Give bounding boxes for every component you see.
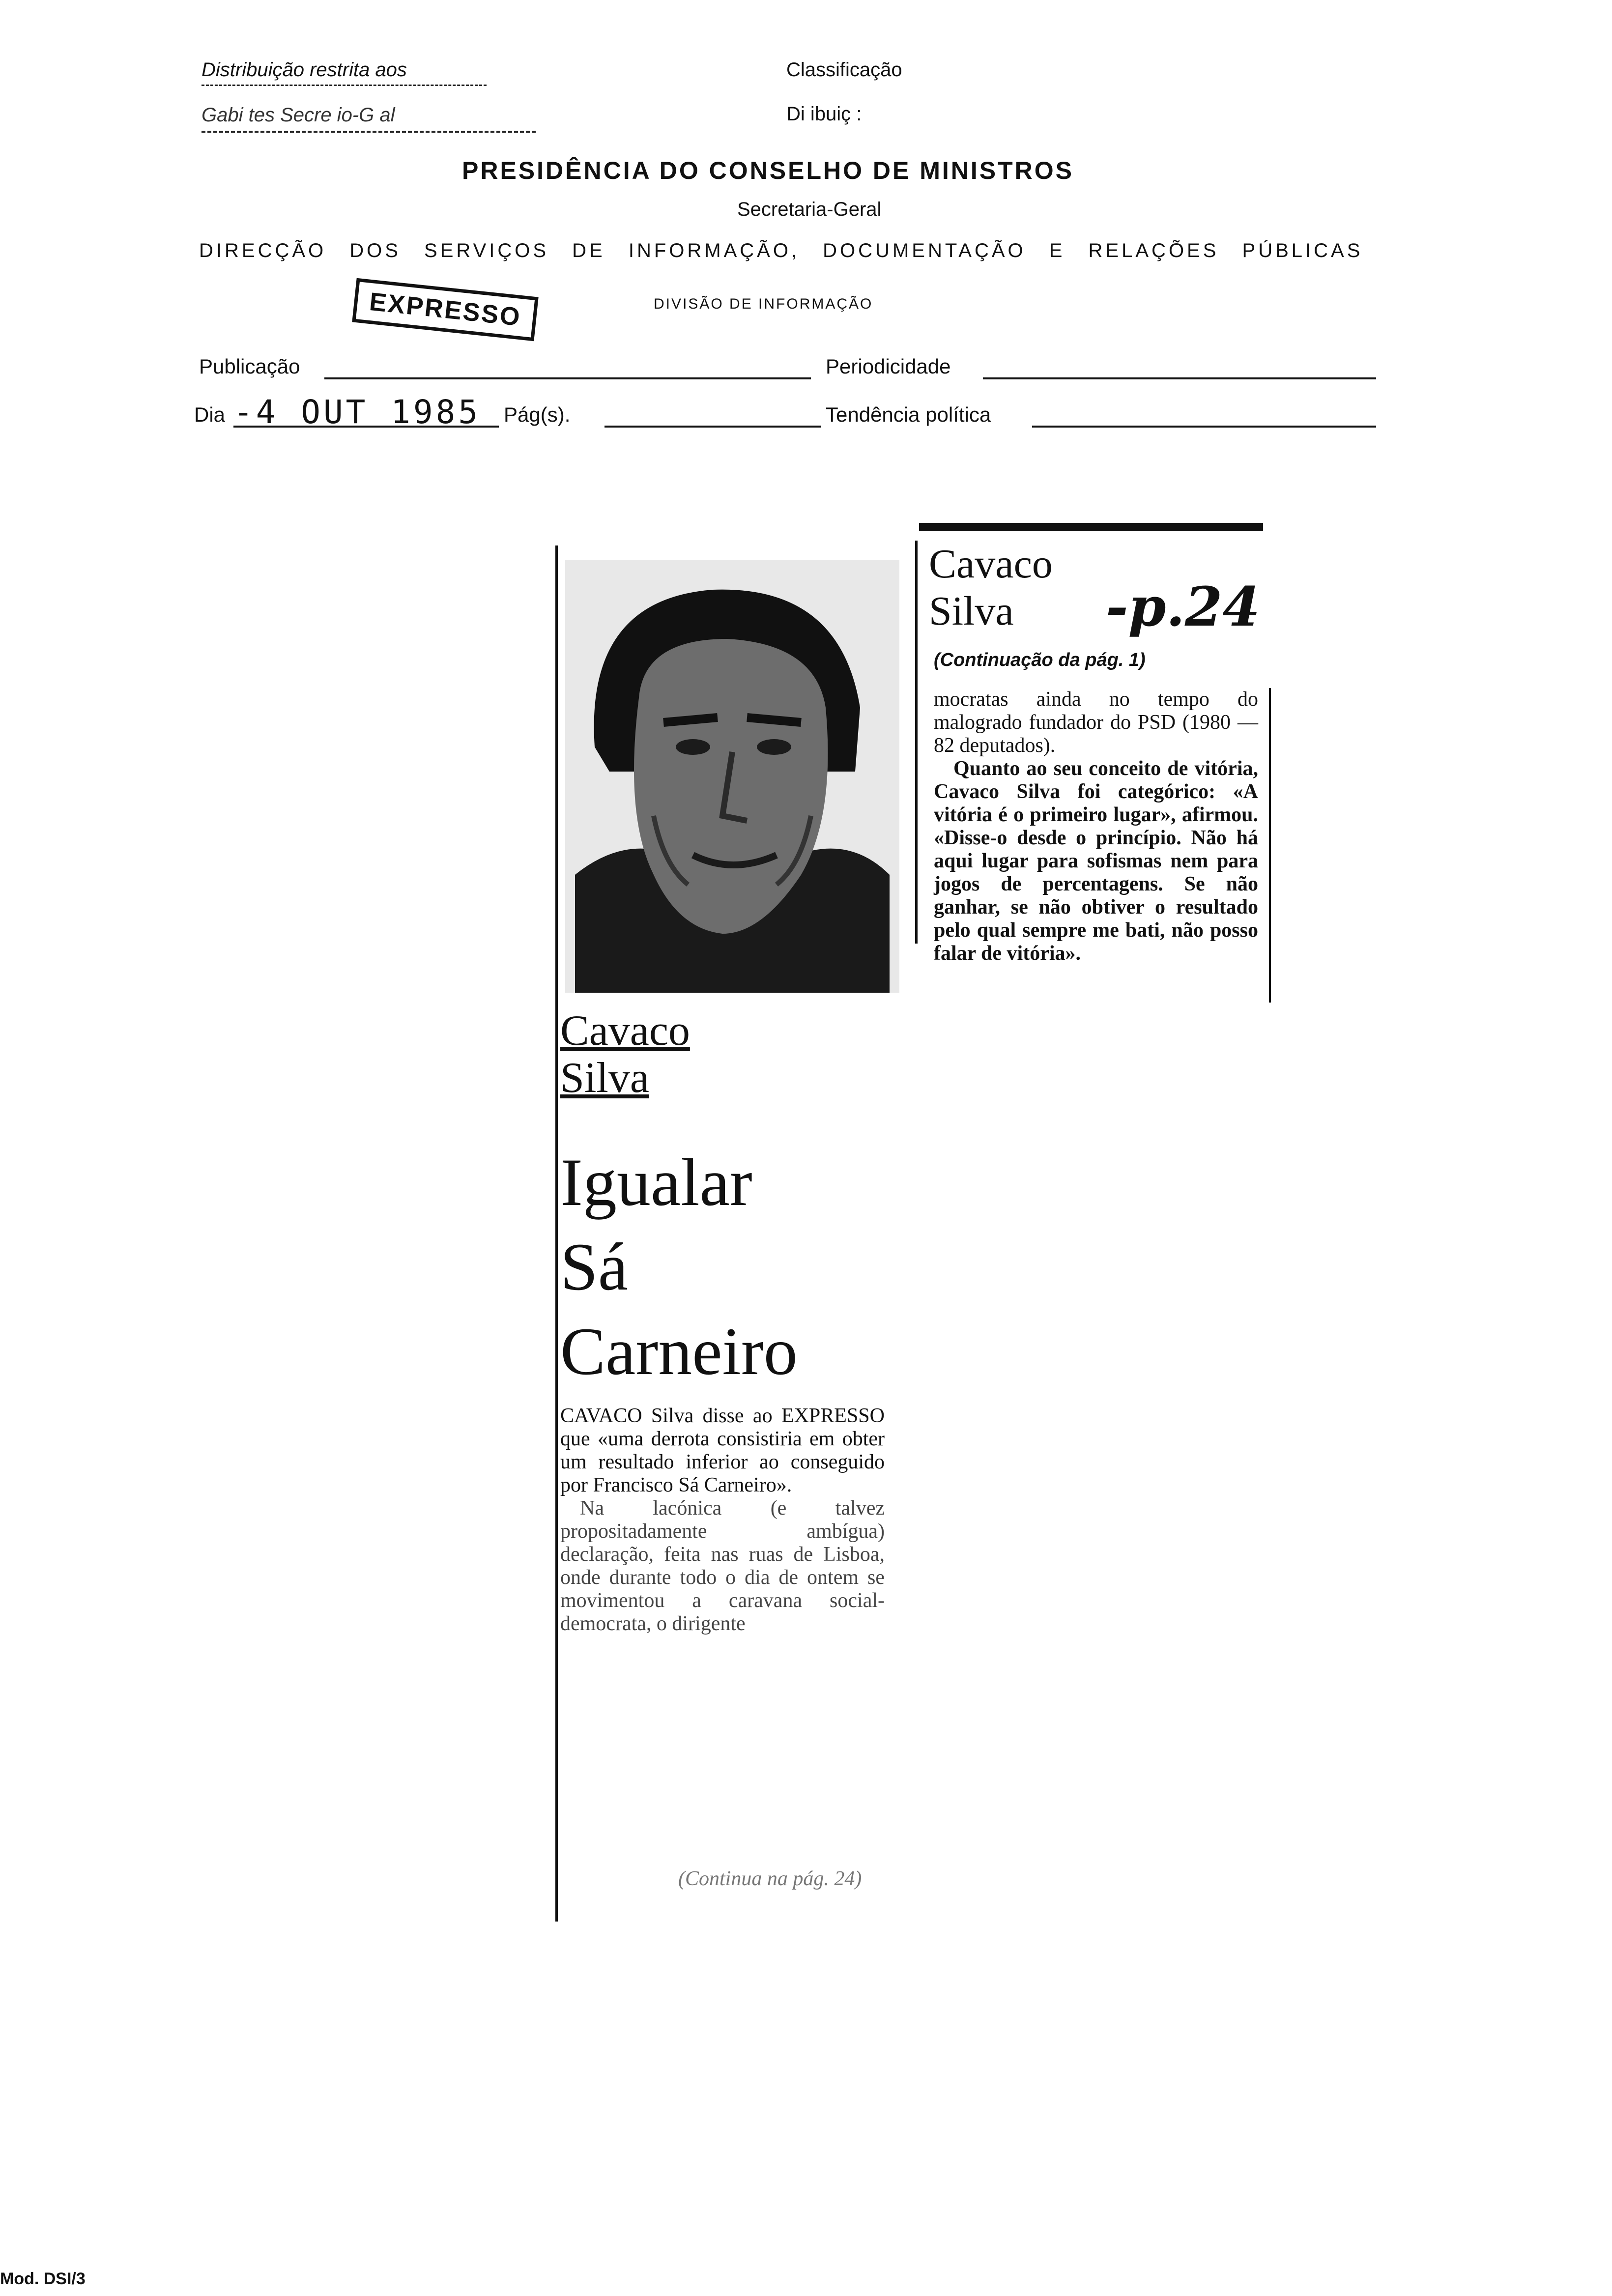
left-clipping-rule — [555, 545, 558, 1922]
periodicity-line — [983, 377, 1376, 379]
distribution-restriction-line2: Gabi tes Secre io-G al — [202, 104, 395, 126]
publication-line — [324, 377, 811, 379]
left-article-continuation: (Continua na pág. 24) — [678, 1867, 862, 1890]
right-article-paragraph-2: Quanto ao seu conceito de vitória, Cavaco Silva foi categórico: «A vitória é o primeiro lugar», afirmou. «Disse-o desde o princípio. Não há aqui lugar para sofismas nem para jogos de percentagens. Se não ganhar, se não obtiver o resultado pelo qual sempre me bati, não posso falar de vitória». — [934, 757, 1258, 965]
headline-line1: Igualar — [560, 1145, 752, 1220]
tendency-line — [1032, 426, 1376, 428]
division-title: DIVISÃO DE INFORMAÇÃO — [654, 296, 873, 312]
pages-line — [604, 426, 821, 428]
handwritten-page-note: -p.24 — [1106, 575, 1260, 638]
portrait-image — [565, 560, 899, 993]
headline-line2: Sá — [560, 1229, 628, 1304]
publication-label: Publicação — [199, 355, 300, 378]
left-article-paragraph-1: CAVACO Silva disse ao EXPRESSO que «uma derrota consistiria em obter um resultado inferior ao conseguido por Francisco Sá Carneiro». — [560, 1405, 885, 1496]
classification-label: Classificação — [786, 59, 902, 81]
right-title-line2: Silva — [929, 588, 1014, 634]
left-article-body — [560, 1405, 885, 1636]
secretariat-title: Secretaria-Geral — [737, 199, 882, 220]
right-title-line1: Cavaco — [929, 541, 1053, 587]
right-clipping-top-bar — [919, 523, 1263, 531]
headline — [560, 1140, 798, 1394]
photo-caption — [560, 1007, 690, 1102]
distribution-underline — [202, 85, 487, 86]
day-line — [233, 426, 499, 428]
headline-line3: Carneiro — [560, 1314, 798, 1389]
day-label: Dia — [194, 403, 226, 426]
tendency-label: Tendência política — [826, 403, 991, 426]
distribution-label: Di ibuiç : — [786, 103, 862, 125]
form-code: Mod. DSI/3 — [0, 2269, 86, 2288]
photo-caption-line2: Silva — [560, 1054, 649, 1102]
right-continuation-note: (Continuação da pág. 1) — [934, 650, 1146, 670]
right-clipping-right-rule — [1269, 688, 1271, 1003]
directorate-title: DIRECÇÃO DOS SERVIÇOS DE INFORMAÇÃO, DOCUMENTAÇÃO E RELAÇÕES PÚBLICAS — [199, 240, 1363, 261]
right-article-paragraph-1: mocratas ainda no tempo do malogrado fundador do PSD (1980 — 82 deputados). — [934, 688, 1258, 757]
portrait-photo — [565, 560, 899, 993]
distribution-restriction-line1: Distribuição restrita aos — [202, 59, 407, 81]
periodicity-label: Periodicidade — [826, 355, 951, 378]
expresso-stamp: EXPRESSO — [352, 278, 538, 341]
left-article-paragraph-2: Na lacónica (e talvez propositadamente ambígua) declaração, feita nas ruas de Lisboa, onde durante todo o dia de ontem se movimentou a caravana social-democrata, o dirigente — [560, 1497, 885, 1635]
day-value: -4 OUT 1985 — [233, 393, 481, 431]
photo-caption-line1: Cavaco — [560, 1007, 690, 1055]
right-clipping-left-rule — [915, 541, 918, 944]
ministry-title: PRESIDÊNCIA DO CONSELHO DE MINISTROS — [462, 157, 1074, 184]
pages-label: Pág(s). — [504, 403, 571, 426]
distribution-underline-2 — [202, 131, 536, 133]
right-title — [929, 541, 1053, 635]
right-article-body — [934, 688, 1258, 965]
